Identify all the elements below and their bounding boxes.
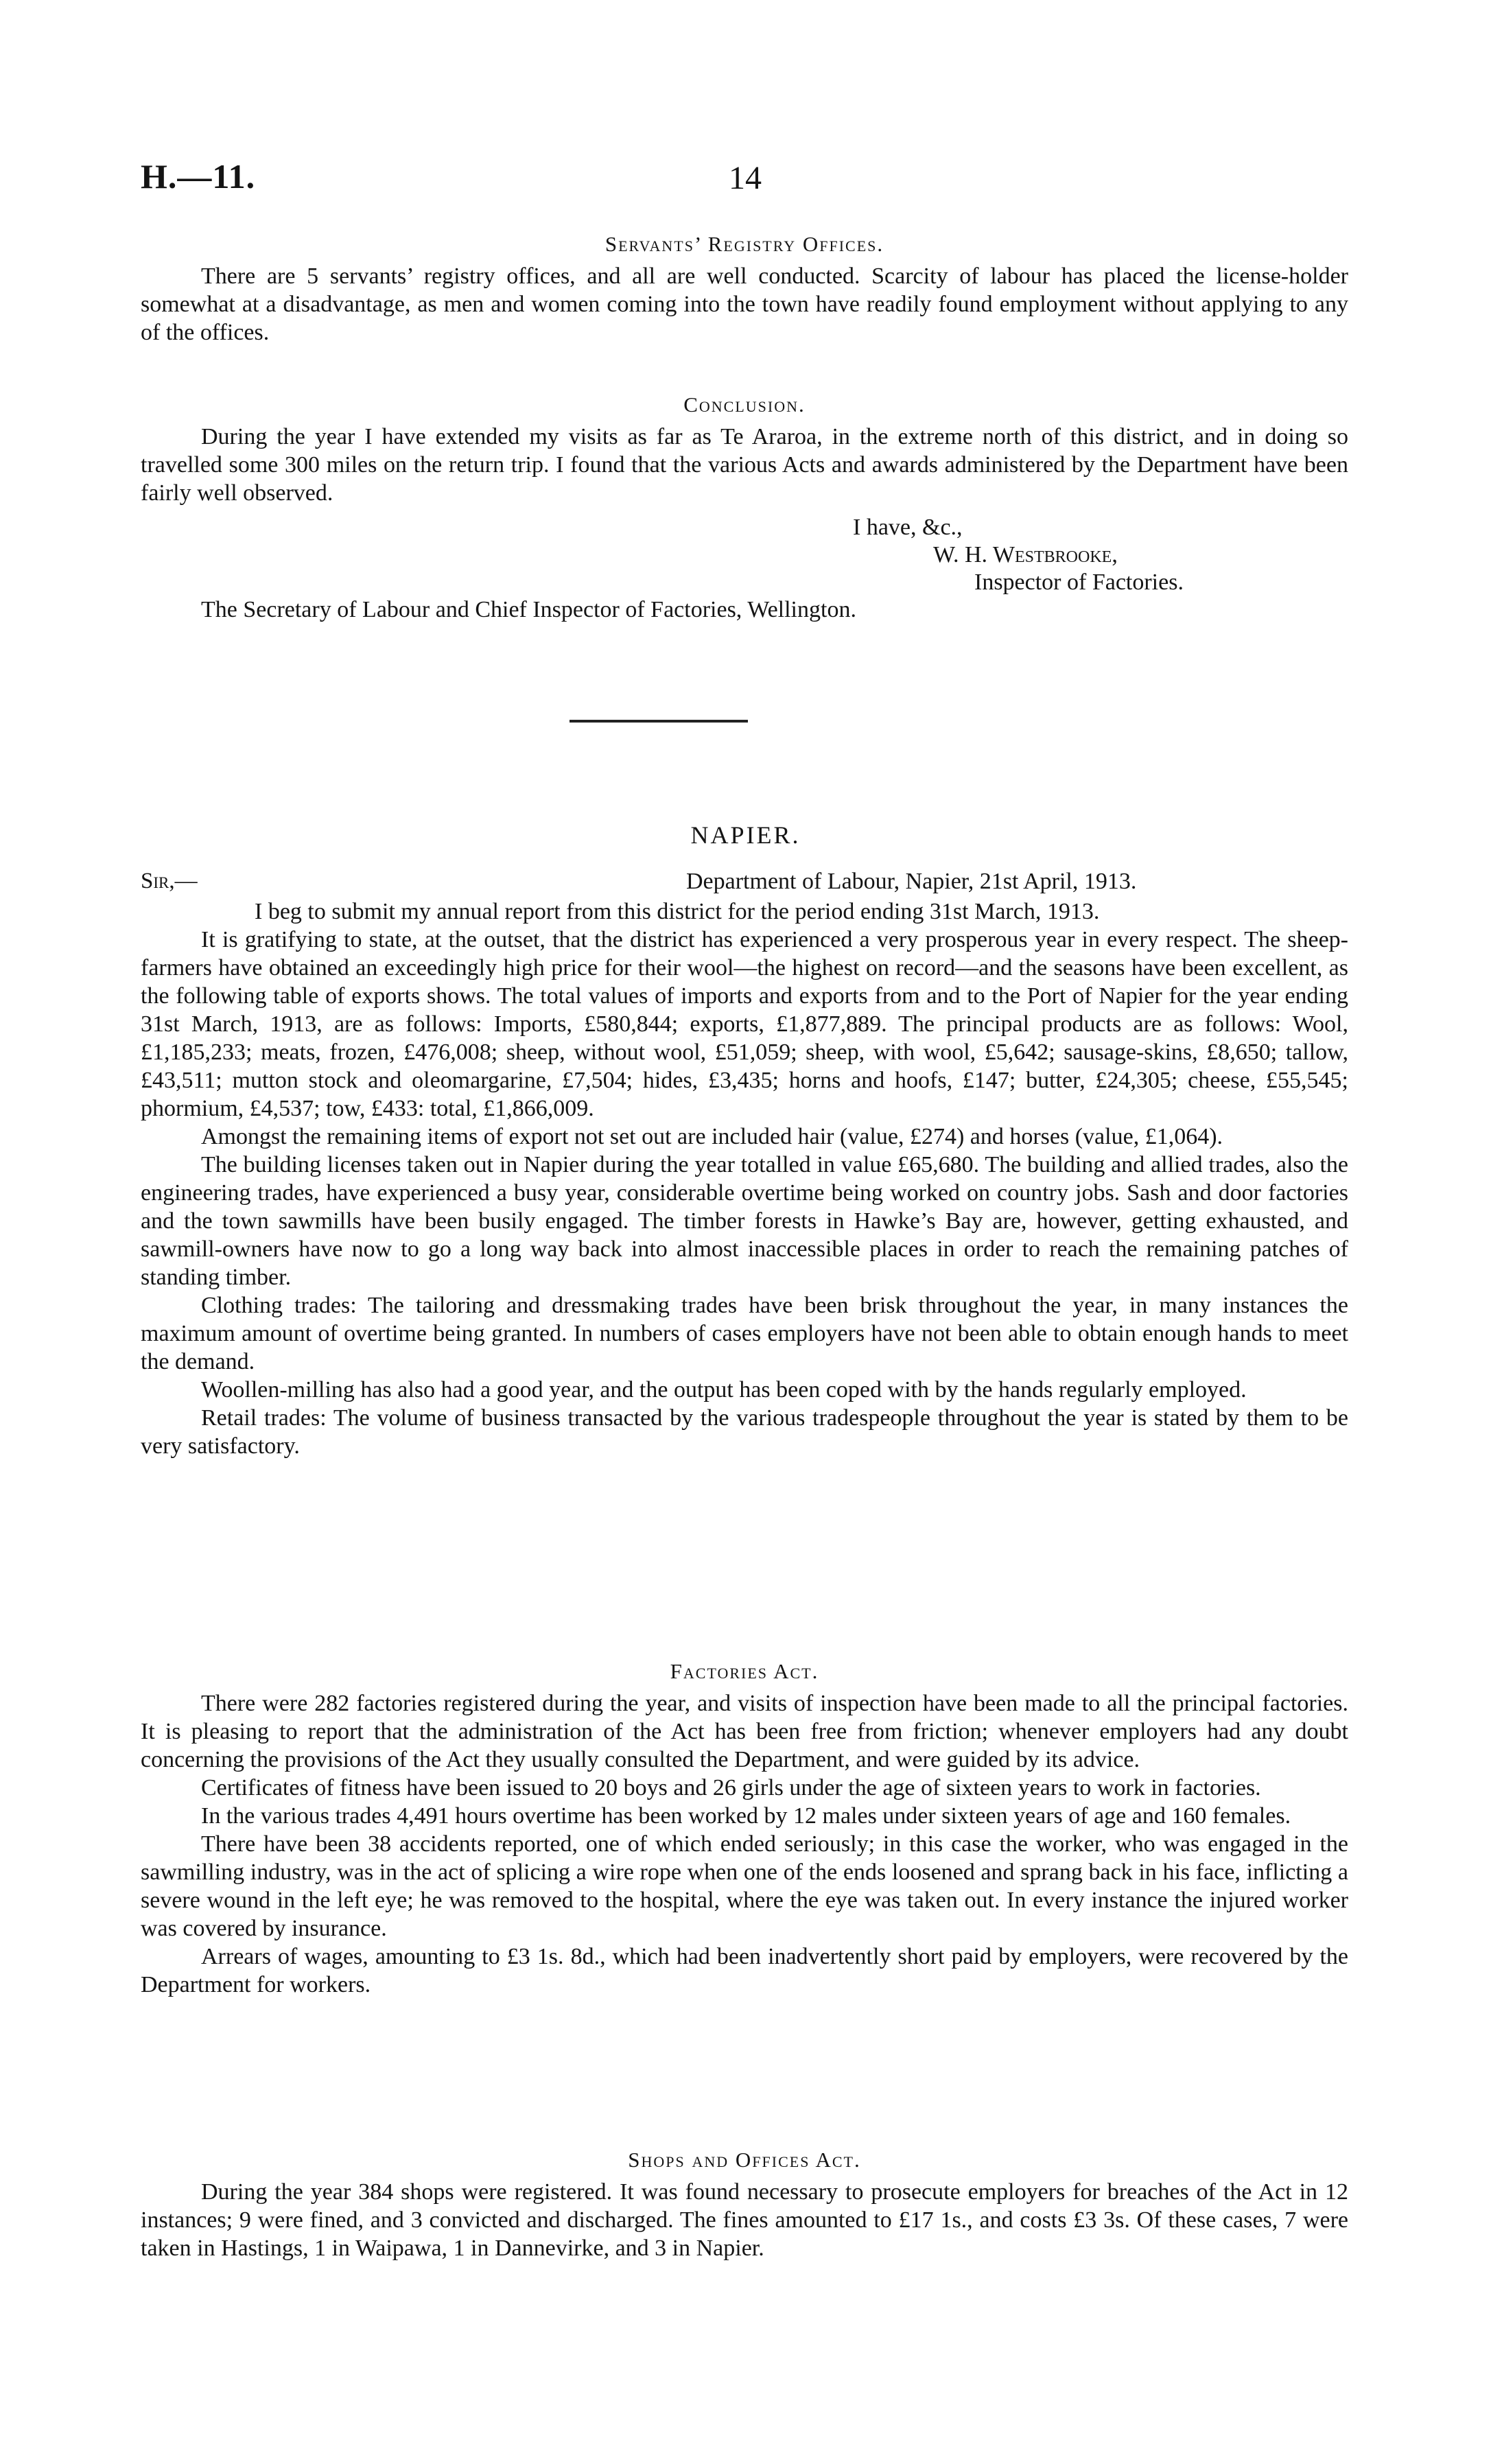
document-reference: H.—11.	[141, 157, 256, 196]
paragraph: It is gratifying to state, at the outset, that the district has experienced a very prosperous year in every respect. The sheep-farmers have obtained an exceedingly high price for their wool—the highest on record—and the seasons have been excellent, as the following table of exports shows. The total values of imports and exports from and to the Port of Napier for the year ending 31st March, 1913, are as follows: Imports, £580,844; exports, £1,877,889. The principal products are as follows: Wool, £1,185,233; meats, frozen, £476,008; sheep, without wool, £51,059; sheep, with wool, £5,642; sausage-skins, £8,650; tallow, £43,511; mutton stock and oleomargarine, £7,504; hides, £3,435; horns and hoofs, £147; butter, £24,305; cheese, £55,545; phormium, £4,537; tow, £433: total, £1,866,009.	[141, 927, 1348, 1121]
paragraph: Arrears of wages, amounting to £3 1s. 8d., which had been inadvertently short paid by employers, were recovered by the Department for workers.	[141, 1944, 1348, 1997]
paragraph: I beg to submit my annual report from this district for the period ending 31st March, 1913.	[255, 899, 1100, 924]
section-conclusion	[141, 392, 1348, 507]
section-heading: Servants’ Registry Offices.	[604, 232, 884, 256]
section-divider	[570, 720, 748, 723]
paragraph: The building licenses taken out in Napier during the year totalled in value £65,680. The building and allied trades, also the engineering trades, have experienced a busy year, considerable overtime being worked on country jobs. Sash and door factories and the town sawmills have been busily engaged. The timber forests in Hawke’s Bay are, however, getting exhausted, and sawmill-owners have now to go a long way back into almost inaccessible places in order to reach the remaining patches of standing timber.	[141, 1152, 1348, 1290]
report-heading: NAPIER.	[690, 821, 801, 849]
paragraph: Amongst the remaining items of export not set out are included hair (value, £274) and horses (value, £1,064).	[201, 1124, 1223, 1149]
paragraph: In the various trades 4,491 hours overtime has been worked by 12 males under sixteen years of age and 160 females.	[201, 1803, 1291, 1829]
paragraph: Certificates of fitness have been issued to 20 boys and 26 girls under the age of sixteen years to work in factories.	[201, 1775, 1261, 1800]
addressee: The Secretary of Labour and Chief Inspector of Factories, Wellington.	[201, 597, 856, 622]
paragraph: There were 282 factories registered during the year, and visits of inspection have been made to all the principal factories. It is pleasing to report that the administration of the Act has been free from friction; whenever employers had any doubt concerning the provisions of the Act they usually consulted the Department, and were guided by its advice.	[141, 1691, 1348, 1772]
signature: W. H. Westbrooke,	[933, 542, 1118, 567]
signatory-title: Inspector of Factories.	[974, 570, 1184, 595]
paragraph: There are 5 servants’ registry offices, and all are well conducted. Scarcity of labour has placed the license-holder somewhat at a disadvantage, as men and women coming into the town have readily found employment without applying to any of the offices.	[141, 263, 1348, 345]
dateline: Department of Labour, Napier, 21st April, 1913.	[686, 869, 1137, 894]
section-heading: Factories Act.	[670, 1659, 819, 1683]
paragraph: There have been 38 accidents reported, one of which ended seriously; in this case the worker, who was engaged in the sawmilling industry, was in the act of splicing a wire rope when one of the ends loosened and sprang back in his face, inflicting a severe wound in the left eye; he was removed to the hospital, where the eye was taken out. In every instance the injured worker was covered by insurance.	[141, 1831, 1348, 1941]
section-shops-offices-act	[141, 2148, 1348, 2262]
section-napier-body	[141, 897, 1348, 1460]
section-factories-act	[141, 1659, 1348, 1999]
salutation: Sir,—	[141, 869, 198, 893]
paragraph: During the year I have extended my visits as far as Te Araroa, in the extreme north of this district, and in doing so travelled some 300 miles on the return trip. I found that the various Acts and awards administered by the Department have been fairly well observed.	[141, 424, 1348, 506]
section-heading: Shops and Offices Act.	[628, 2148, 861, 2172]
paragraph: Clothing trades: The tailoring and dressmaking trades have been brisk throughout the year, in many instances the maximum amount of overtime being granted. In numbers of cases employers have not been able to obtain enough hands to meet the demand.	[141, 1293, 1348, 1374]
closing-line: I have, &c.,	[853, 515, 963, 540]
section-servants-registry	[141, 232, 1348, 347]
paragraph: Woollen-milling has also had a good year, and the output has been coped with by the hands regularly employed.	[201, 1377, 1247, 1403]
section-heading: Conclusion.	[683, 392, 806, 416]
paragraph: Retail trades: The volume of business transacted by the various tradespeople throughout the year is stated by them to be very satisfactory.	[141, 1405, 1348, 1459]
page-number: 14	[729, 160, 762, 196]
paragraph: During the year 384 shops were registered. It was found necessary to prosecute employers for breaches of the Act in 12 instances; 9 were fined, and 3 convicted and discharged. The fines amounted to £17 1s., and costs £3 3s. Of these cases, 7 were taken in Hastings, 1 in Waipawa, 1 in Dannevirke, and 3 in Napier.	[141, 2179, 1348, 2261]
